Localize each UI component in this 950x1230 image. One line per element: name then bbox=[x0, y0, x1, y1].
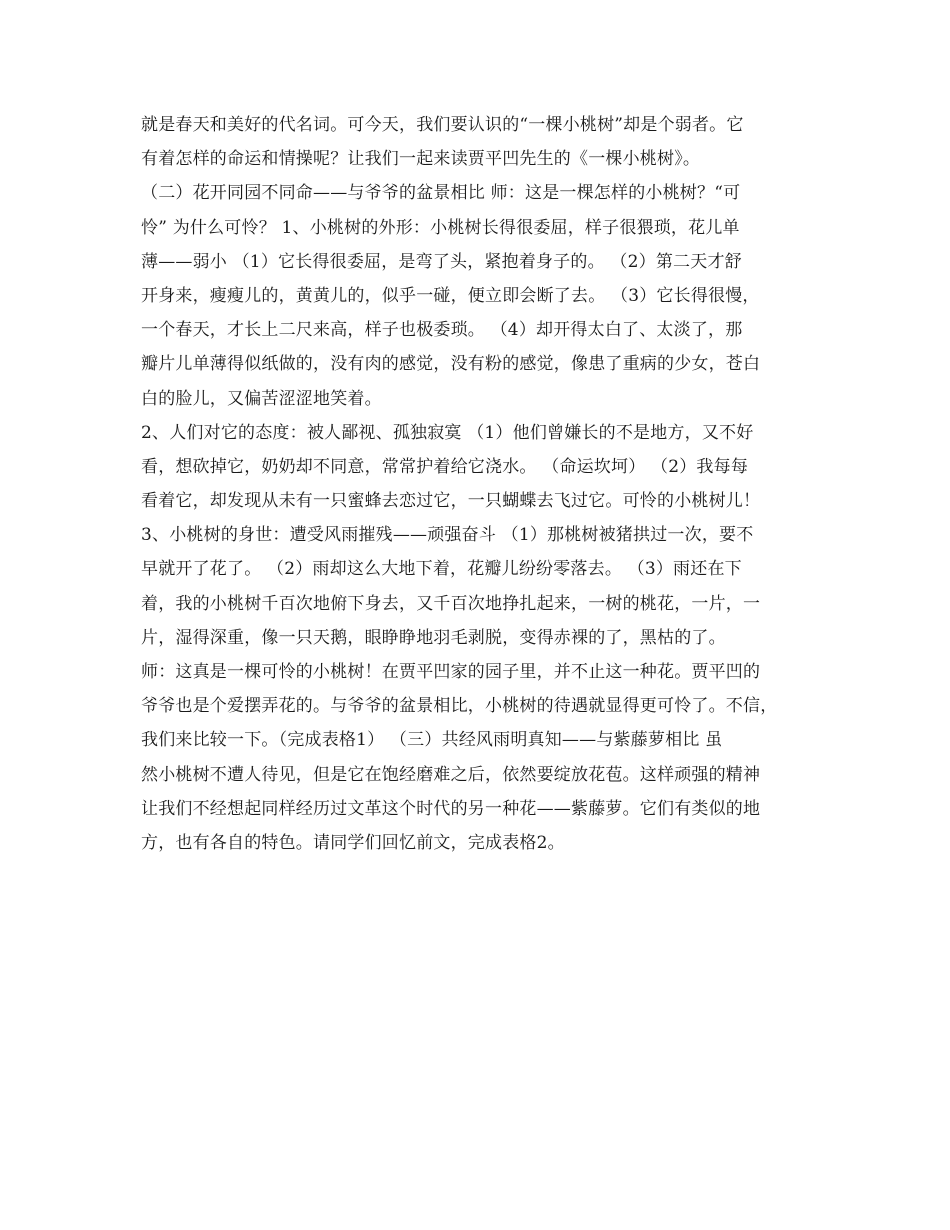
text-line: 瓣片儿单薄得似纸做的，没有肉的感觉，没有粉的感觉，像患了重病的少女，苍白 bbox=[141, 354, 761, 375]
text-line: 方，也有各自的特色。请同学们回忆前文，完成表格2。 bbox=[141, 832, 565, 853]
text-line: 早就开了花了。 （2）雨却这么大地下着，花瓣儿纷纷零落去。 （3）雨还在下 bbox=[141, 559, 742, 580]
text-line: 开身来，瘦瘦儿的，黄黄儿的，似乎一碰，便立即会断了去。 （3）它长得很慢， bbox=[141, 285, 760, 306]
text-line: 我们来比较一下。（完成表格1） （三）共经风雨明真知——与紫藤萝相比 虽 bbox=[141, 730, 723, 751]
text-line: 一个春天，才长上二尺来高，样子也极委琐。 （4）却开得太白了、太淡了，那 bbox=[141, 320, 743, 341]
text-line: 片，湿得深重，像一只天鹅，眼睁睁地羽毛剥脱，变得赤裸的了，黑枯的了。 bbox=[141, 627, 726, 648]
text-line: 爷爷也是个爱摆弄花的。与爷爷的盆景相比，小桃树的待遇就显得更可怜了。不信， bbox=[141, 696, 778, 717]
text-line: 看着它，却发现从未有一只蜜蜂去恋过它，一只蝴蝶去飞过它。可怜的小桃树儿！ bbox=[141, 491, 761, 512]
text-line: 3、小桃树的身世：遭受风雨摧残——顽强奋斗 （1）那桃树被猪拱过一次，要不 bbox=[141, 525, 754, 546]
text-line: 让我们不经想起同样经历过文革这个时代的另一种花——紫藤萝。它们有类似的地 bbox=[141, 798, 761, 819]
text-line: 然小桃树不遭人待见，但是它在饱经磨难之后，依然要绽放花苞。这样顽强的精神 bbox=[141, 764, 761, 785]
text-line: 白的脸儿，又偏苦涩涩地笑着。 bbox=[141, 388, 382, 409]
body-text bbox=[141, 108, 831, 860]
text-line: 怜” 为什么可怜？ 1、小桃树的外形：小桃树长得很委屈，样子很猥琐，花儿单 bbox=[141, 217, 740, 238]
text-line: 有着怎样的命运和情操呢？让我们一起来读贾平凹先生的《一棵小桃树》。 bbox=[141, 149, 701, 170]
text-line: 就是春天和美好的代名词。可今天，我们要认识的“一棵小桃树”却是个弱者。它 bbox=[141, 115, 744, 135]
text-line: 着，我的小桃树千百次地俯下身去，又千百次地挣扎起来，一树的桃花，一片，一 bbox=[141, 593, 761, 614]
text-line: 看，想砍掉它，奶奶却不同意，常常护着给它浇水。 （命运坎坷） （2）我每每 bbox=[141, 456, 749, 477]
text-line: （二）花开同园不同命——与爷爷的盆景相比 师：这是一棵怎样的小桃树？“可 bbox=[141, 183, 741, 204]
text-line: 薄——弱小 （1）它长得很委屈，是弯了头，紧抱着身子的。 （2）第二天才舒 bbox=[141, 251, 742, 272]
text-line: 师：这真是一棵可怜的小桃树！在贾平凹家的园子里，并不止这一种花。贾平凹的 bbox=[141, 662, 761, 682]
text-line: 2、人们对它的态度：被人鄙视、孤独寂寞 （1）他们曾嫌长的不是地方，又不好 bbox=[141, 422, 754, 443]
